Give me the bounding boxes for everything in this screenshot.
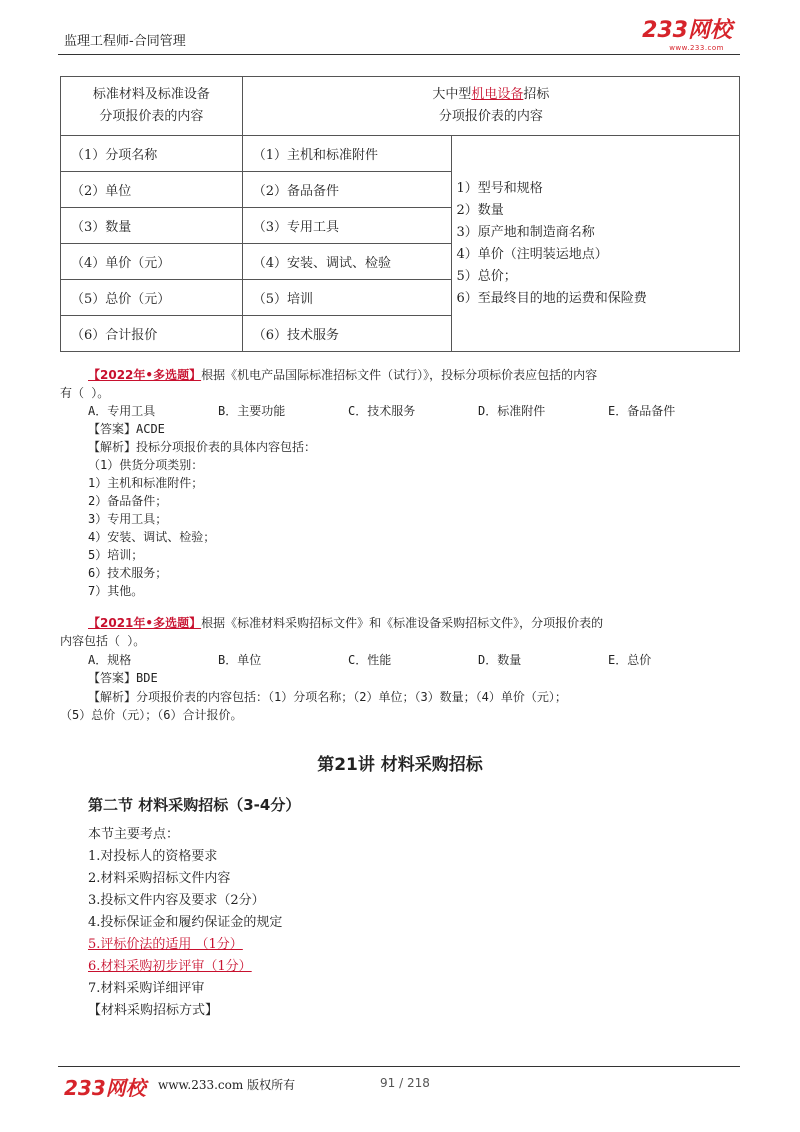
table-cell: （4）安装、调试、检验 bbox=[242, 244, 452, 280]
table-header-standard: 标准材料及标准设备 分项报价表的内容 bbox=[61, 77, 243, 136]
points-intro: 本节主要考点： bbox=[88, 827, 180, 842]
quote-content-table bbox=[60, 76, 740, 352]
header-rule bbox=[58, 54, 740, 55]
site-logo: 233网校 bbox=[642, 18, 732, 43]
table-cell: （1）分项名称 bbox=[61, 136, 243, 172]
table-header-electromechanical: 大中型机电设备招标 分项报价表的内容 bbox=[242, 77, 739, 136]
option-d: D．数量 bbox=[478, 653, 522, 667]
analysis-item: 2）备品备件； bbox=[88, 494, 168, 508]
option-c: C．性能 bbox=[348, 653, 392, 667]
question-tag: 【2022年•多选题】 bbox=[88, 368, 202, 382]
option-a: A．规格 bbox=[88, 653, 132, 667]
table-cell: （2）备品备件 bbox=[242, 172, 452, 208]
option-e: E．总价 bbox=[608, 653, 652, 667]
table-cell-international: 1）型号和规格 2）数量 3）原产地和制造商名称 4）单价（注明装运地点） 5）总价； 6）至最终目的地的运费和保险费 bbox=[452, 136, 740, 352]
method-heading: 【材料采购招标方式】 bbox=[88, 1003, 219, 1018]
table-cell: （5）总价（元） bbox=[61, 280, 243, 316]
point-item: 7.材料采购详细评审 bbox=[88, 981, 205, 996]
question-options bbox=[88, 402, 738, 420]
question-2021 bbox=[88, 614, 738, 632]
lecture-title: 第21讲 材料采购招标 bbox=[317, 755, 483, 775]
point-item: 4.投标保证金和履约保证金的规定 bbox=[88, 915, 283, 930]
analysis-item: 5）培训； bbox=[88, 548, 144, 562]
analysis-item: （1）供货分项类别： bbox=[88, 458, 204, 472]
option-c: C．技术服务 bbox=[348, 404, 416, 418]
question-stem-cont: 内容包括（ ）。 bbox=[60, 634, 146, 648]
table-cell: （1）主机和标准附件 bbox=[242, 136, 452, 172]
question-stem: 根据《机电产品国际标准招标文件（试行）》，投标分项标价表应包括的内容 bbox=[201, 368, 598, 382]
option-d: D．标准附件 bbox=[478, 404, 546, 418]
option-b: B．主要功能 bbox=[218, 404, 286, 418]
analysis-item: 6）技术服务； bbox=[88, 566, 168, 580]
question-2022 bbox=[88, 366, 738, 384]
page-number: 91 / 218 bbox=[380, 1076, 430, 1090]
table-row bbox=[61, 136, 740, 172]
footer-logo: 233网校 bbox=[64, 1076, 146, 1100]
option-e: E．备品备件 bbox=[608, 404, 676, 418]
analysis-cont: （5）总价（元）；（6）合计报价。 bbox=[60, 708, 243, 722]
option-a: A．专用工具 bbox=[88, 404, 156, 418]
footer-rule bbox=[58, 1066, 740, 1067]
answer: 【答案】BDE bbox=[88, 671, 158, 685]
table-cell: （3）专用工具 bbox=[242, 208, 452, 244]
table-cell: （3）数量 bbox=[61, 208, 243, 244]
table-cell: （6）合计报价 bbox=[61, 316, 243, 352]
highlight-term: 机电设备 bbox=[471, 87, 524, 102]
table-cell: （2）单位 bbox=[61, 172, 243, 208]
analysis-item: 1）主机和标准附件； bbox=[88, 476, 204, 490]
table-cell: （4）单价（元） bbox=[61, 244, 243, 280]
analysis-item: 7）其他。 bbox=[88, 584, 144, 598]
analysis-item: 4）安装、调试、检验； bbox=[88, 530, 216, 544]
analysis: 【解析】分项报价表的内容包括：（1）分项名称；（2）单位；（3）数量；（4）单价（元）； bbox=[88, 690, 567, 704]
question-stem: 根据《标准材料采购招标文件》和《标准设备采购招标文件》，分项报价表的 bbox=[201, 616, 604, 630]
table-cell: （5）培训 bbox=[242, 280, 452, 316]
point-item: 2.材料采购招标文件内容 bbox=[88, 871, 231, 886]
table-header-row bbox=[61, 77, 740, 136]
point-item: 3.投标文件内容及要求（2分） bbox=[88, 893, 265, 908]
question-options bbox=[88, 651, 738, 669]
question-stem-cont: 有（ ）。 bbox=[60, 386, 110, 400]
site-logo-url: www.233.com bbox=[669, 44, 724, 52]
analysis: 【解析】投标分项报价表的具体内容包括： bbox=[88, 440, 317, 454]
question-tag: 【2021年•多选题】 bbox=[88, 616, 202, 630]
answer: 【答案】ACDE bbox=[88, 422, 165, 436]
document-header-title: 监理工程师-合同管理 bbox=[64, 34, 186, 49]
analysis-item: 3）专用工具； bbox=[88, 512, 168, 526]
table-cell: （6）技术服务 bbox=[242, 316, 452, 352]
point-item-highlight: 6.材料采购初步评审（1分） bbox=[88, 959, 252, 974]
footer-copyright: www.233.com 版权所有 bbox=[158, 1078, 296, 1092]
point-item-highlight: 5.评标价法的适用 （1分） bbox=[88, 937, 243, 952]
option-b: B．单位 bbox=[218, 653, 262, 667]
section-title: 第二节 材料采购招标（3-4分） bbox=[88, 796, 301, 814]
point-item: 1.对投标人的资格要求 bbox=[88, 849, 218, 864]
